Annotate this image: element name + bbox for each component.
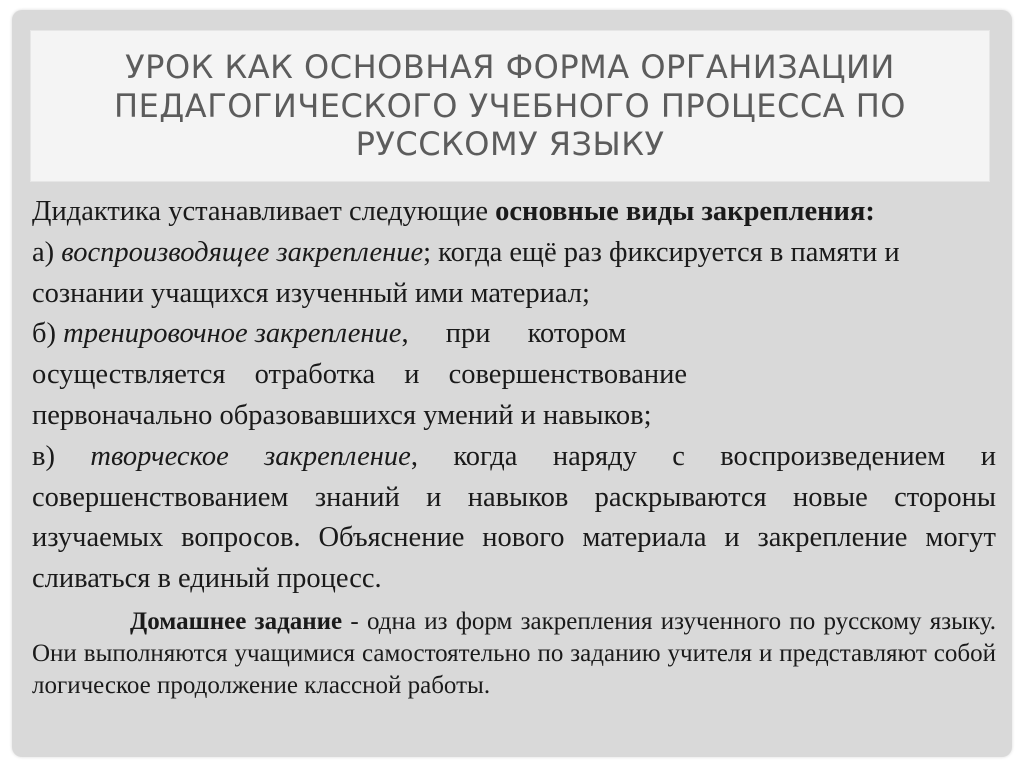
intro-text: Дидактика устанавливает следующие xyxy=(32,196,496,227)
main-text xyxy=(32,192,996,600)
item-c-text: , когда наряду с воспроизведением и совершенствованием знаний и навыков раскрываются новые стороны изучаемых вопросов. Объяснение нового материала и закрепление могут сливаться в единый процесс. xyxy=(32,440,996,595)
homework-text: - одна из форм закрепления изученного по русскому языку. Они выполняются учащимися самостоятельно по заданию учителя и представляют собой логическое продолжение классной работы. xyxy=(32,607,996,699)
item-a-marker: а) xyxy=(32,236,62,268)
item-b xyxy=(32,314,996,436)
homework-paragraph xyxy=(32,606,996,702)
intro-bold-text: основные виды закрепления: xyxy=(495,196,875,227)
item-a-text: ; когда ещё раз фиксируется в памяти и сознании учащихся изученный ими материал; xyxy=(32,236,900,309)
item-b-line2: осуществляется отработка и совершенствование xyxy=(32,359,688,391)
slide xyxy=(12,10,1012,757)
item-c-marker: в) xyxy=(32,440,91,472)
slide-body xyxy=(32,192,996,702)
intro-paragraph xyxy=(32,192,996,233)
item-c xyxy=(32,437,996,600)
slide-title: УРОК КАК ОСНОВНАЯ ФОРМА ОРГАНИЗАЦИИ ПЕДАГОГИЧЕСКОГО УЧЕБНОГО ПРОЦЕССА ПО РУССКОМУ ЯЗЫКУ xyxy=(114,48,906,164)
title-box xyxy=(30,30,990,182)
item-a-term: воспроизводящее закрепление xyxy=(61,236,424,268)
homework-term: Домашнее задание xyxy=(130,607,343,635)
item-b-marker: б) xyxy=(32,318,64,350)
item-b-line1-rest: , при котором xyxy=(401,318,627,350)
item-b-term: тренировочное закрепление xyxy=(63,318,402,350)
item-b-line3: первоначально образовавшихся умений и навыков; xyxy=(32,399,652,431)
item-a xyxy=(32,233,996,315)
item-c-term: творческое закрепление xyxy=(90,440,411,472)
